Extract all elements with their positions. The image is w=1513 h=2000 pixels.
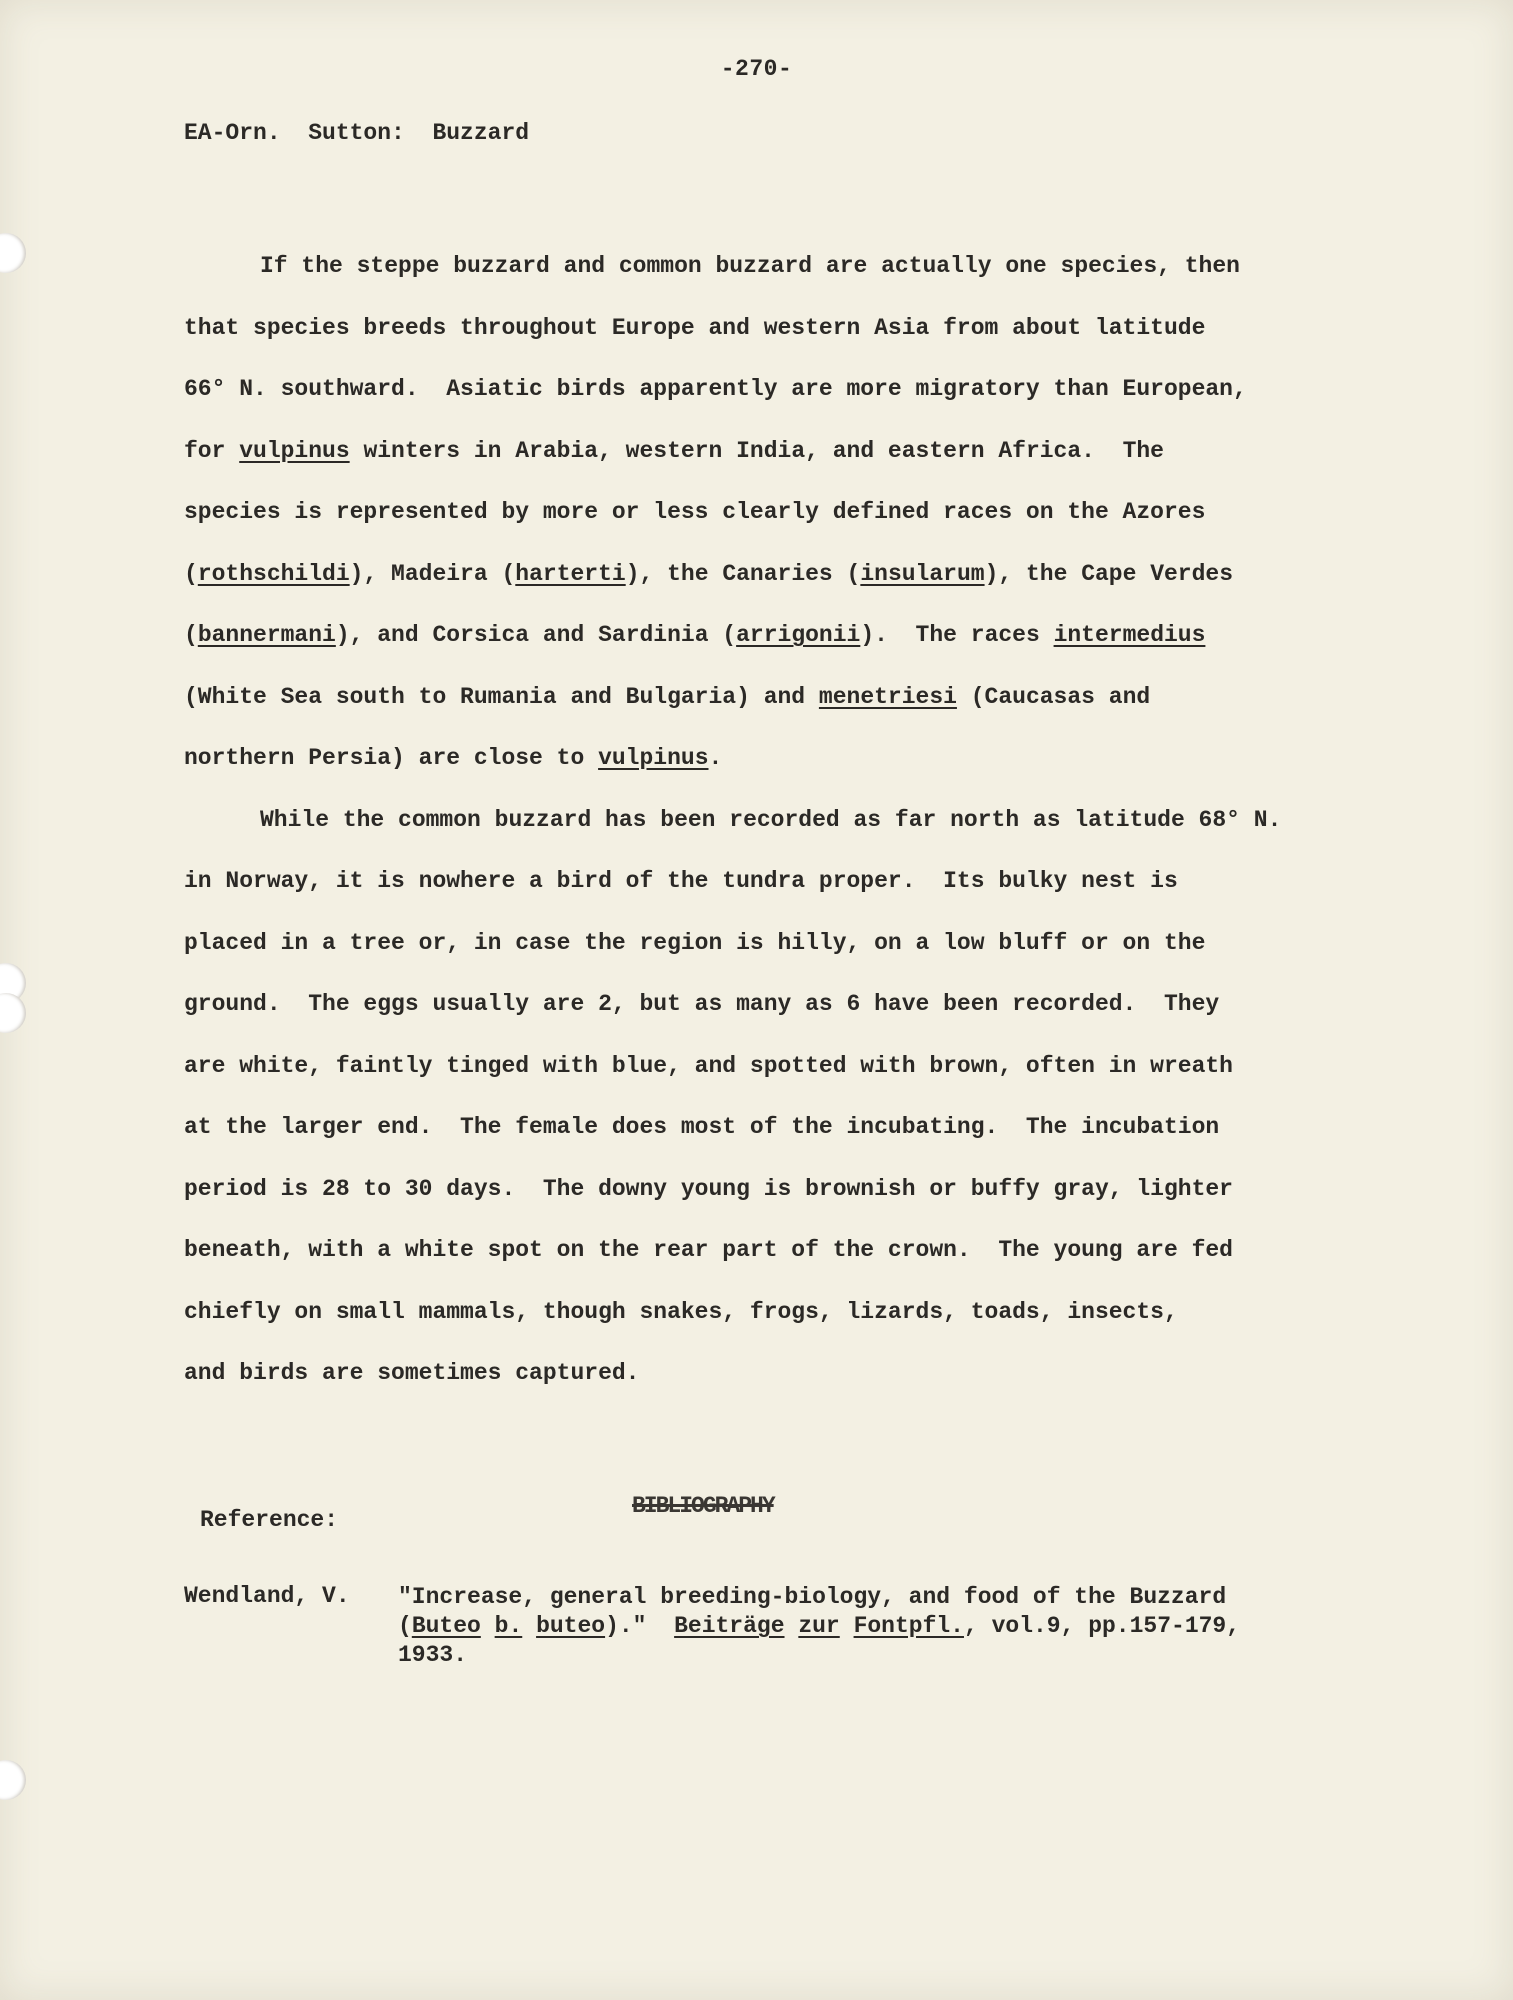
page-number: -270- <box>720 56 793 82</box>
text-line <box>184 913 1384 975</box>
text-line <box>184 1282 1384 1344</box>
text-run: for <box>184 437 240 464</box>
punch-hole <box>0 233 26 273</box>
underlined-term: buteo <box>536 1613 606 1639</box>
text-run: at the larger end. The female does most of the incubating. The incubation <box>184 1114 1220 1140</box>
underlined-term: harterti <box>515 560 626 587</box>
text-run: "Increase, general breeding-biology, and food of the Buzzard <box>398 1584 1227 1610</box>
text-run <box>522 1613 536 1639</box>
text-line <box>184 482 1384 544</box>
punch-hole <box>0 993 26 1033</box>
text-run: ground. The eggs usually are 2, but as many as 6 have been recorded. They <box>184 991 1220 1017</box>
underlined-term: Fontpfl. <box>853 1613 964 1639</box>
reference-citation <box>398 1583 1240 1670</box>
text-run: placed in a tree or, in case the region is hilly, on a low bluff or on the <box>184 929 1206 956</box>
text-run: 1933. <box>398 1642 468 1668</box>
underlined-term: bannermani <box>197 622 336 648</box>
underlined-term: rothschildi <box>197 560 350 587</box>
text-run: ). The races <box>860 622 1054 648</box>
struck-heading: BIBLIOGRAPHY <box>632 1493 774 1519</box>
text-run: winters in Arabia, western India, and eastern Africa. The <box>349 437 1164 464</box>
underlined-term: menetriesi <box>818 683 957 710</box>
text-run: species is represented by more or less clearly defined races on the Azores <box>184 499 1206 525</box>
reference-line <box>398 1583 1240 1612</box>
text-run: (White Sea south to Rumania and Bulgaria) and <box>184 683 819 710</box>
underlined-term: vulpinus <box>598 745 709 771</box>
underlined-term: arrigonii <box>736 622 861 648</box>
text-line <box>184 1343 1384 1405</box>
text-line <box>184 359 1384 421</box>
punch-hole <box>0 1760 26 1800</box>
text-run: and birds are sometimes captured. <box>184 1360 640 1386</box>
body-text <box>184 236 1384 1405</box>
underlined-term: vulpinus <box>239 437 350 464</box>
underlined-term: Beiträge <box>674 1613 785 1639</box>
text-line <box>184 298 1384 360</box>
underlined-term: intermedius <box>1053 622 1206 648</box>
text-line <box>184 544 1384 606</box>
text-run: ), the Cape Verdes <box>984 560 1234 587</box>
text-run: period is 28 to 30 days. The downy young is brownish or buffy gray, lighter <box>184 1175 1233 1202</box>
reference-line <box>398 1641 1240 1670</box>
text-line <box>184 605 1384 667</box>
text-run: . <box>708 745 723 771</box>
text-run: ), the Canaries ( <box>625 560 861 587</box>
text-run <box>840 1613 854 1639</box>
paragraph-1 <box>184 236 1384 790</box>
text-run: 66° N. southward. Asiatic birds apparently are more migratory than European, <box>184 376 1247 402</box>
text-run: If the steppe buzzard and common buzzard are actually one species, then <box>260 253 1240 279</box>
text-line <box>184 851 1384 913</box>
underlined-term: insularum <box>860 560 985 587</box>
text-run: beneath, with a white spot on the rear part of the crown. The young are fed <box>184 1237 1233 1263</box>
text-run: ( <box>184 622 198 648</box>
paragraph-2 <box>184 790 1384 1405</box>
text-run: While the common buzzard has been recorded as far north as latitude 68° N. <box>260 806 1282 833</box>
text-run: )." <box>605 1613 675 1639</box>
text-line <box>184 1220 1384 1282</box>
reference-author: Wendland, V. <box>184 1583 350 1609</box>
text-line <box>184 974 1384 1036</box>
text-run: that species breeds throughout Europe and western Asia from about latitude <box>184 314 1206 341</box>
text-run: , vol.9, pp.157-179, <box>963 1613 1241 1639</box>
underlined-term: b. <box>494 1613 523 1639</box>
text-run: ( <box>398 1613 412 1639</box>
text-run: chiefly on small mammals, though snakes, frogs, lizards, toads, insects, <box>184 1298 1178 1325</box>
text-run <box>785 1613 799 1639</box>
text-line <box>184 421 1384 483</box>
text-line <box>184 236 1384 298</box>
text-line <box>184 790 1384 852</box>
text-run: ( <box>184 560 198 587</box>
text-run: (Caucasas and <box>956 683 1151 710</box>
text-line <box>184 728 1384 790</box>
text-line <box>184 1159 1384 1221</box>
text-run <box>481 1613 495 1639</box>
text-run: in Norway, it is nowhere a bird of the tundra proper. Its bulky nest is <box>184 868 1178 894</box>
reference-label: Reference: <box>200 1507 339 1533</box>
text-line <box>184 1036 1384 1098</box>
text-line <box>184 667 1384 729</box>
text-run: ), Madeira ( <box>349 560 516 587</box>
text-line <box>184 1097 1384 1159</box>
underlined-term: Buteo <box>411 1613 481 1639</box>
underlined-term: zur <box>798 1613 840 1639</box>
text-run: ), and Corsica and Sardinia ( <box>335 622 737 648</box>
reference-line <box>398 1612 1240 1641</box>
text-run: are white, faintly tinged with blue, and spotted with brown, often in wreath <box>184 1052 1233 1079</box>
text-run: northern Persia) are close to <box>184 745 599 771</box>
running-head: EA-Orn. Sutton: Buzzard <box>184 120 530 146</box>
